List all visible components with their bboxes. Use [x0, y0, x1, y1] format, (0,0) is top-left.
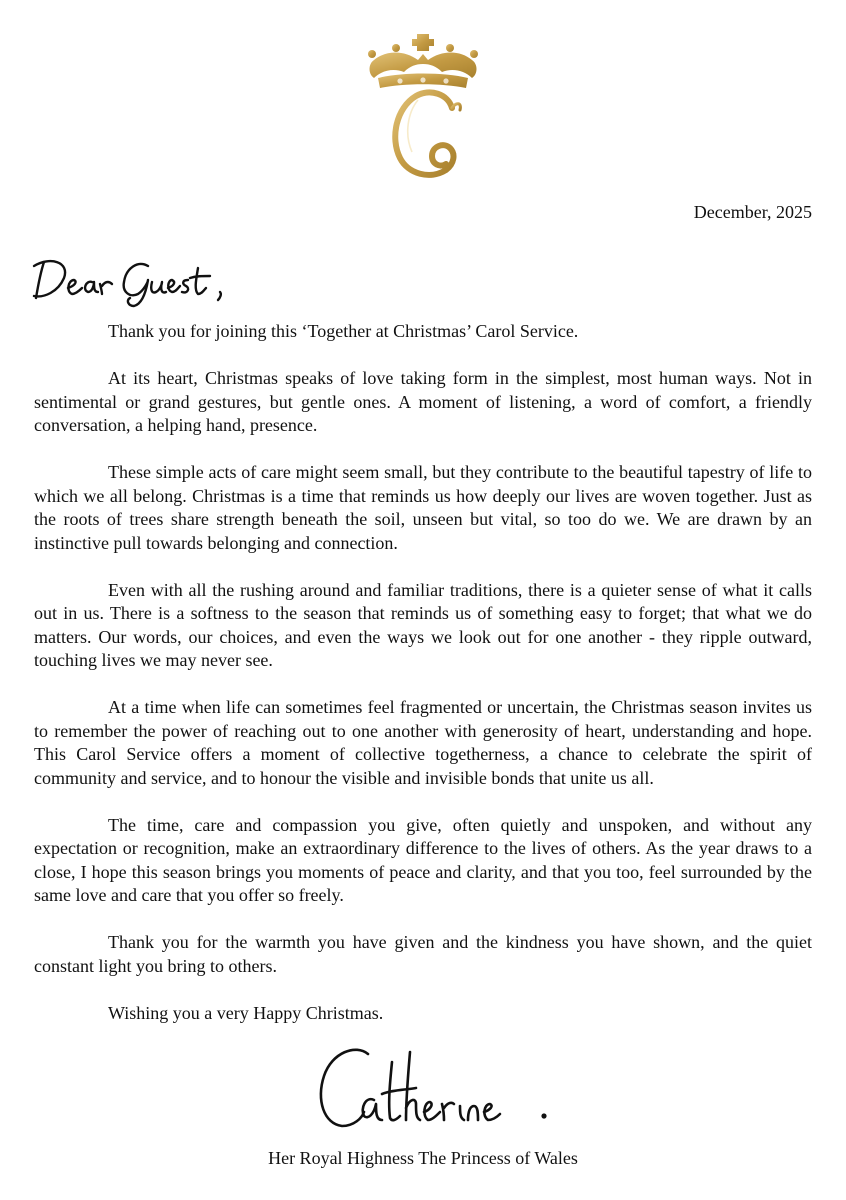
- signoff-text: Her Royal Highness The Princess of Wales: [268, 1148, 578, 1168]
- paragraph-1: Thank you for joining this ‘Together at Christmas’ Carol Service.: [108, 321, 579, 341]
- letter-body: [34, 320, 812, 1049]
- paragraph-3: These simple acts of care might seem small, but they contribute to the beautiful tapestry of life to which we all belong. Christmas is a time that reminds us how deeply our lives are woven together. Just as the roots of trees share strength beneath the soil, unseen but vital, so too do we. We are drawn by an instinctive pull towards belonging and connection.: [34, 462, 812, 553]
- paragraph-5: At a time when life can sometimes feel fragmented or uncertain, the Christmas season invites us to remember the power of reaching out to one another with generosity of heart, understanding and hope. This Carol Service offers a moment of collective togetherness, a chance to celebrate the spirit of community and service, and to honour the visible and invisible bonds that unite us all.: [34, 697, 812, 788]
- handwritten-salutation: [30, 252, 230, 308]
- closing-line: Wishing you a very Happy Christmas.: [108, 1002, 384, 1023]
- paragraph-6: The time, care and compassion you give, often quietly and unspoken, and without any expectation or recognition, make an extraordinary difference to the lives of others. As the year draws to a close, I hope this season brings you moments of peace and clarity, and that you too, feel surrounded by the same love and care that you offer so freely.: [34, 814, 812, 905]
- paragraph-7: Thank you for the warmth you have given and the kindness you have shown, and the quiet constant light you bring to others.: [34, 932, 812, 976]
- crown-monogram-icon: [360, 30, 486, 182]
- letter-date: December, 2025: [693, 202, 812, 222]
- signoff-title: [0, 1146, 846, 1170]
- paragraph-4: Even with all the rushing around and familiar traditions, there is a quieter sense of what it calls out in us. There is a softness to the season that reminds us of something easy to forget; that what we do matters. Our words, our choices, and even the ways we look out for one another - they ripple outward, touching lives we may never see.: [34, 579, 812, 670]
- handwritten-signature: [312, 1042, 562, 1138]
- paragraph-2: At its heart, Christmas speaks of love taking form in the simplest, most human ways. Not in sentimental or grand gestures, but gentle ones. A moment of listening, a word of comfort, a friendly conversation, a helping hand, presence.: [34, 368, 812, 435]
